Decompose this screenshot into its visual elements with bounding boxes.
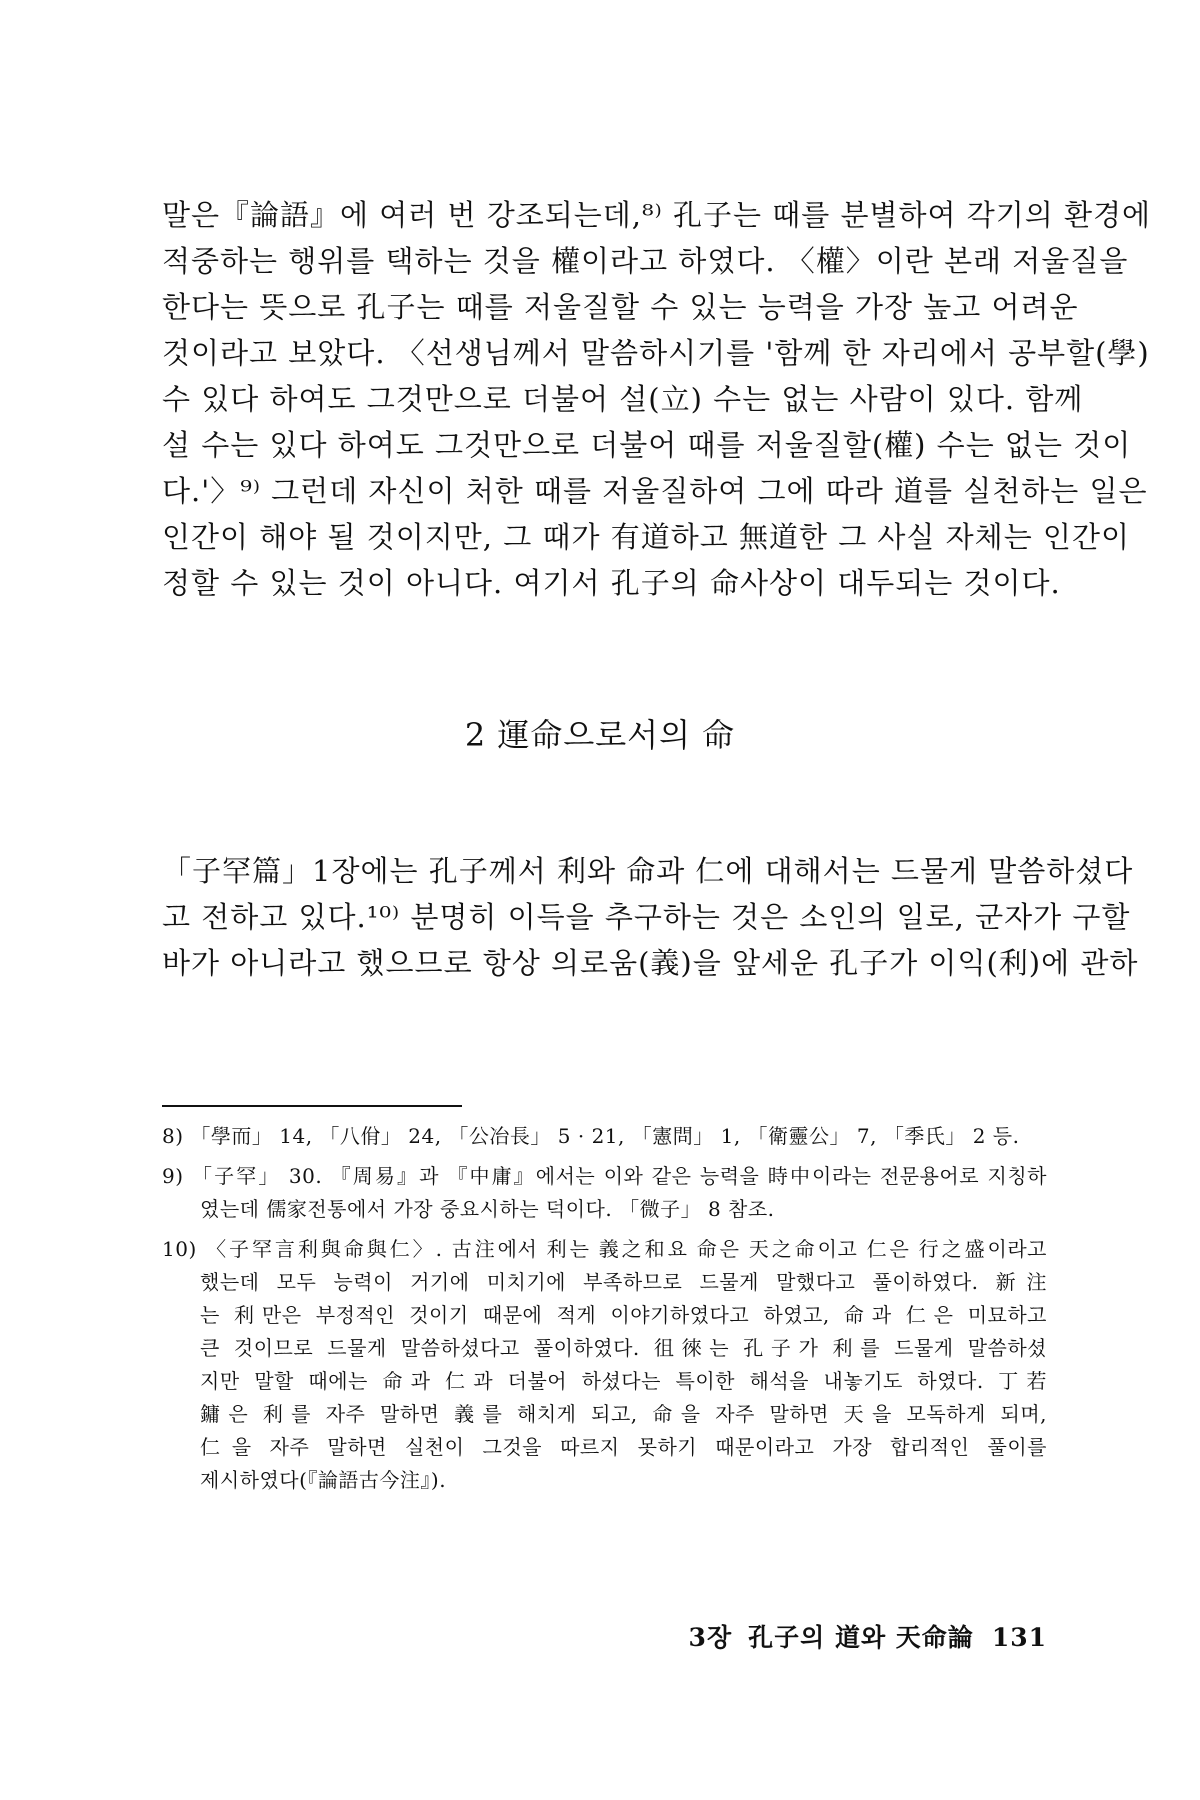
footnote-line: 했는데 모두 능력이 거기에 미치기에 부족하므로 드물게 말했다고 풀이하였다. 新注 (200, 1270, 1047, 1294)
footnote-divider (162, 1105, 462, 1107)
footnote-number: 8) (162, 1124, 184, 1148)
footnote-line: 鏞은 利를 자주 말하면 義를 해치게 되고, 命을 자주 말하면 天을 모독하게 되며, (200, 1402, 1047, 1426)
footer-title: 孔子의 道와 天命論 (748, 1623, 974, 1652)
body-line: 인간이 해야 될 것이지만, 그 때가 有道하고 無道한 그 사실 자체는 인간이 (162, 520, 1130, 554)
footnotes (162, 1120, 1047, 1504)
footnote-text: 「子罕」 30. 『周易』과 『中庸』에서는 이와 같은 능력을 時中이라는 전문용어로 지칭하 (192, 1164, 1047, 1188)
body-line: 고 전하고 있다.¹⁰⁾ 분명히 이득을 추구하는 것은 소인의 일로, 군자가 구할 (162, 900, 1131, 934)
footnote-line: 지만 말할 때에는 命과 仁과 더불어 하셨다는 특이한 해석을 내놓기도 하였다. 丁若 (200, 1369, 1047, 1393)
body-line: 것이라고 보았다. 〈선생님께서 말씀하시기를 '함께 한 자리에서 공부할(學) (162, 336, 1150, 370)
footnote-text: 〈子罕言利與命與仁〉. 古注에서 利는 義之和요 命은 天之命이고 仁은 行之盛이라고 (206, 1237, 1047, 1261)
body-line: 적중하는 행위를 택하는 것을 權이라고 하였다. 〈權〉이란 본래 저울질을 (162, 244, 1129, 278)
body-line: 다.'〉⁹⁾ 그런데 자신이 처한 때를 저울질하여 그에 따라 道를 실천하는 일은 (162, 474, 1148, 508)
footnote-line: 仁을 자주 말하면 실천이 그것을 따르지 못하기 때문이라고 가장 합리적인 풀이를 (200, 1435, 1047, 1459)
footnote-line: 는 利만은 부정적인 것이기 때문에 적게 이야기하였다고 하였고, 命과 仁은 미묘하고 (200, 1303, 1047, 1327)
footnote-8 (162, 1120, 1047, 1153)
footer-chapter: 3장 (688, 1623, 733, 1652)
page-number: 131 (991, 1623, 1047, 1652)
footnote-line: 제시하였다(『論語古今注』). (200, 1468, 447, 1492)
footnote-line (162, 1160, 1047, 1193)
body-line: 설 수는 있다 하여도 그것만으로 더불어 때를 저울질할(權) 수는 없는 것이 (162, 428, 1132, 462)
footnote-line (162, 1233, 1047, 1266)
footnote-line: 큰 것이므로 드물게 말씀하셨다고 풀이하였다. 徂徠는 孔子가 利를 드물게 말씀하셨 (200, 1336, 1047, 1360)
footnote-10 (162, 1233, 1047, 1497)
footnote-9 (162, 1160, 1047, 1226)
body-line: 말은『論語』에 여러 번 강조되는데,⁸⁾ 孔子는 때를 분별하여 각기의 환경에 (162, 198, 1152, 232)
body-paragraph-1 (162, 192, 1152, 606)
body-line: 수 있다 하여도 그것만으로 더불어 설(立) 수는 없는 사람이 있다. 함께 (162, 382, 1084, 416)
footnote-text: 「學而」 14, 「八佾」 24, 「公冶長」 5 · 21, 「憲問」 1, 「衛靈公」 7, 「季氏」 2 등. (190, 1124, 1020, 1148)
body-line: 정할 수 있는 것이 아니다. 여기서 孔子의 命사상이 대두되는 것이다. (162, 566, 1061, 600)
body-line: 바가 아니라고 했으므로 항상 의로움(義)을 앞세운 孔子가 이익(利)에 관하 (162, 946, 1139, 980)
running-footer (689, 1618, 1047, 1654)
section-heading: 2 運命으로서의 命 (464, 716, 736, 754)
footnote-line (162, 1120, 1047, 1153)
body-line: 한다는 뜻으로 孔子는 때를 저울질할 수 있는 능력을 가장 높고 어려운 (162, 290, 1079, 324)
footnote-number: 9) (162, 1164, 184, 1188)
body-paragraph-2 (162, 848, 1139, 986)
footnote-line: 였는데 儒家전통에서 가장 중요시하는 덕이다. 「微子」 8 참조. (200, 1197, 775, 1221)
footnote-number: 10) (162, 1237, 197, 1261)
body-line: 「子罕篇」1장에는 孔子께서 利와 命과 仁에 대해서는 드물게 말씀하셨다 (162, 854, 1134, 888)
